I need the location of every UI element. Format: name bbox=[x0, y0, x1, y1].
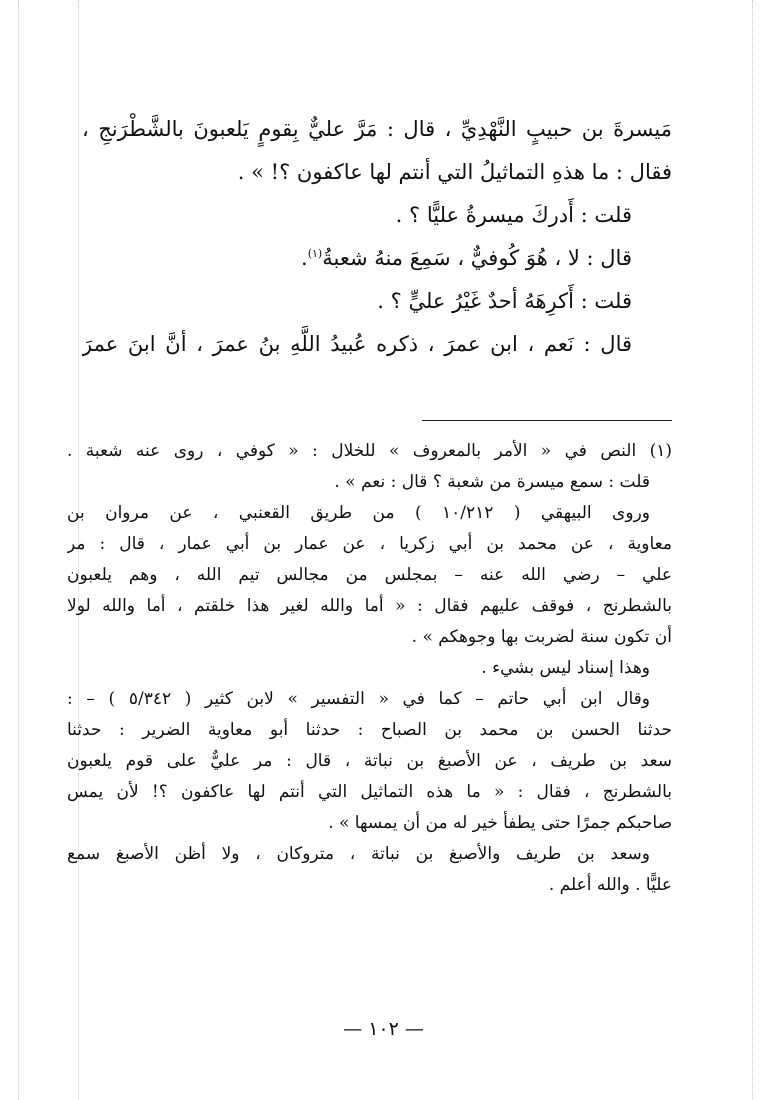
scan-edge-right bbox=[752, 0, 753, 1100]
main-line-3: قلت : أَدركَ ميسرةُ عليًّا ؟ . bbox=[395, 203, 632, 227]
footnote-line-8: وهذا إسناد ليس بشيء . bbox=[481, 658, 650, 678]
footnote-separator bbox=[422, 420, 672, 421]
footnote-line-15: عليًّا . والله أعلم . bbox=[548, 875, 672, 895]
main-line-4-tail: . bbox=[301, 246, 308, 270]
footnote-line-10: حدثنا الحسن بن محمد بن الصباح : حدثنا أبو معاوية الضرير : حدثنا bbox=[67, 720, 672, 740]
main-line-2: فقال : ما هذهِ التماثيلُ التي أنتم لها عاكفون ؟! » . bbox=[237, 160, 672, 184]
scan-edge-left bbox=[18, 0, 19, 1100]
footnote-line-3: وروى البيهقي ( ١٠/٢١٢ ) من طريق القعنبي ، عن مروان بن bbox=[67, 503, 650, 523]
footnote-line-9: وقال ابن أبي حاتم – كما في « التفسير » لابن كثير ( ٥/٣٤٢ ) – : bbox=[67, 689, 651, 709]
footnote-line-2: قلت : سمع ميسرة من شعبة ؟ قال : نعم » . bbox=[334, 472, 650, 492]
page-number: — ١٠٢ — bbox=[343, 1018, 424, 1040]
main-line-6: قال : نَعم ، ابن عمرَ ، ذكره عُبيدُ اللَّهِ بنُ عمرَ ، أنَّ ابنَ عمرَ bbox=[82, 332, 632, 356]
footnote-line-1: (١) النص في « الأمر بالمعروف » للخلال : « كوفي ، روى عنه شعبة . bbox=[67, 441, 672, 461]
footnote-line-12: بالشطرنج ، فقال : « ما هذه التماثيل التي أنتم لها عاكفون ؟! لأن يمس bbox=[67, 782, 672, 802]
footnote-line-7: أن تكون سنة لضربت بها وجوهكم » . bbox=[411, 627, 672, 647]
footnote-line-5: علي – رضي الله عنه – بمجلس من مجالس تيم الله ، وهم يلعبون bbox=[67, 565, 672, 585]
main-text bbox=[82, 108, 672, 366]
main-line-1: مَيسرةَ بن حبيبٍ النَّهْدِيِّ ، قال : مَرَّ عليٌّ بِقومٍ يَلعبونَ بالشَّطْرَنجِ ، bbox=[82, 117, 672, 141]
footnote-line-14: وسعد بن طريف والأصبغ بن نباتة ، متروكان ، ولا أظن الأصبغ سمع bbox=[67, 844, 650, 864]
footnote-reference: (١) bbox=[307, 247, 323, 260]
main-line-4-text: قال : لا ، هُوَ كُوفيٌّ ، سَمِعَ منهُ شعبةُ bbox=[322, 246, 632, 270]
footnote-line-11: سعد بن طريف ، عن الأصبغ بن نباتة ، قال : مر عليٌّ على قوم يلعبون bbox=[67, 751, 672, 771]
footnote-line-6: بالشطرنج ، فوقف عليهم فقال : « أما والله لغير هذا خلقتم ، أما والله لولا bbox=[67, 596, 672, 616]
footnotes bbox=[67, 436, 672, 901]
main-line-4 bbox=[82, 237, 672, 280]
main-line-5: قلت : أَكرِهَهُ أحدٌ غَيْرُ عليٍّ ؟ . bbox=[377, 289, 632, 313]
footnote-line-13: صاحبكم جمرًا حتى يطفأ خير له من أن يمسها » . bbox=[328, 813, 672, 833]
footnote-line-4: معاوية ، عن محمد بن أبي زكريا ، عن عمار بن أبي عمار ، قال : مر bbox=[67, 534, 672, 554]
